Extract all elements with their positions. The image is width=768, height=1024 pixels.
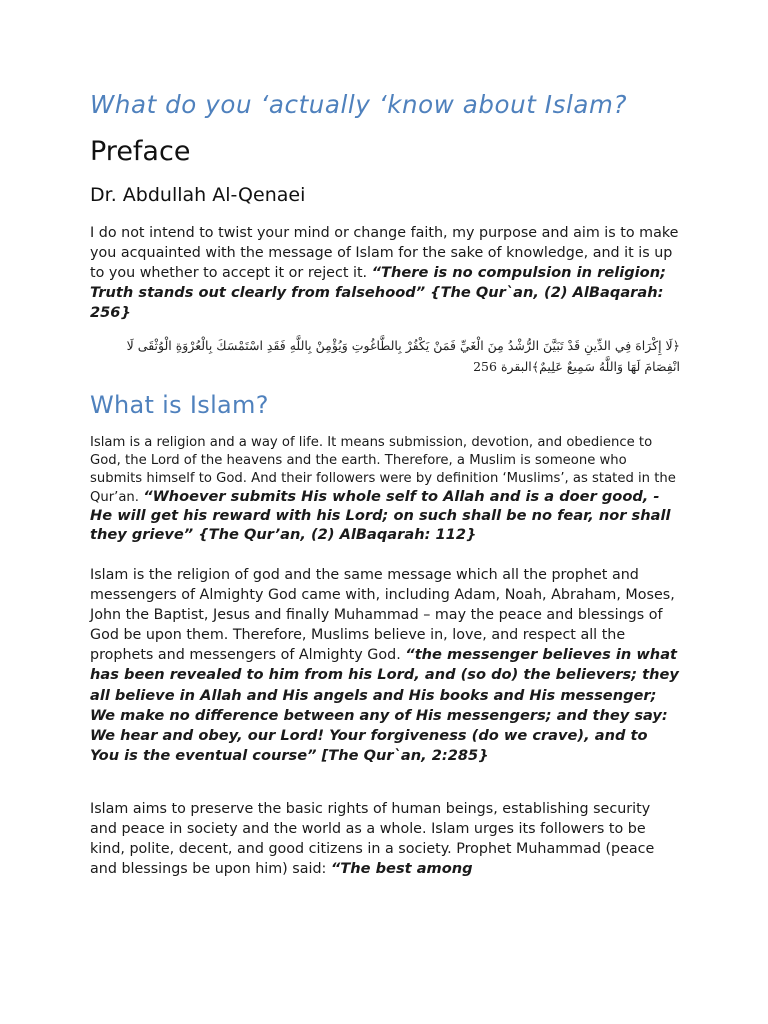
preface-heading: Preface <box>90 136 191 167</box>
intro-quote: “There is no compulsion in religion; Truth stands out clearly from falsehood” {The Qur`an, (2) AlBaqarah: 256} <box>90 264 666 322</box>
arabic-verse: ﴿لَا إِكْرَاهَ فِي الدِّينِ قَدْ تَبَيَّنَ الرُّشْدُ مِنَ الْغَيِّ فَمَنْ يَكْفُرْ بِالطَّاغُوتِ وَيُؤْمِنْ بِاللَّهِ فَقَدِ اسْتَمْسَكَ بِالْعُرْوَةِ الْوُثْقَى لَا انْفِصَامَ لَهَا وَاللَّهُ سَمِيعٌ عَلِيمٌ﴾البقرة 256 <box>126 338 680 374</box>
paragraph-rights-text: Islam aims to preserve the basic rights of human beings, establishing security and peace in society and the world as a whole. Islam urges its followers to be kind, polite, decent, and good citizens in a society. Prophet Muhammad (peace and blessings be upon him) said: <box>90 801 655 878</box>
paragraph-prophets <box>90 565 680 766</box>
paragraph-rights <box>90 799 680 879</box>
paragraph-definition-quote: “Whoever submits His whole self to Allah and is a doer good, - He will get his reward with his Lord; on such shall be no fear, nor shall they grieve” {The Qur’an, (2) AlBaqarah: 112} <box>90 488 671 543</box>
document-title: What do you ‘actually ‘know about Islam? <box>90 90 628 119</box>
section-heading-what-is-islam: What is Islam? <box>90 391 269 419</box>
paragraph-prophets-text: Islam is the religion of god and the same message which all the prophet and messengers of Almighty God came with, including Adam, Noah, Abraham, Moses, John the Baptist, Jesus and finally Muhammad – may the peace and blessings of God be upon them. Therefore, Muslims believe in, love, and respect all the prophets and messengers of Almighty God. <box>90 567 675 664</box>
author-name: Dr. Abdullah Al-Qenaei <box>90 184 306 206</box>
paragraph-prophets-quote: “the messenger believes in what has been revealed to him from his Lord, and (so do) the believers; they all believe in Allah and His angels and His books and His messenger; We make no difference between any of His messengers; and they say: We hear and obey, our Lord! Your forgiveness (do we crave), and to You is the eventual course” [The Qur`an, 2:285} <box>90 646 679 764</box>
paragraph-definition <box>90 434 680 545</box>
intro-text: I do not intend to twist your mind or change faith, my purpose and aim is to make you acquainted with the message of Islam for the sake of knowledge, and it is up to you whether to accept it or reject it. <box>90 225 679 282</box>
paragraph-definition-text: Islam is a religion and a way of life. It means submission, devotion, and obedience to God, the Lord of the heavens and the earth. Therefore, a Muslim is someone who submits himself to God. And their followers were by definition ‘Muslims’, as stated in the Qur’an. <box>90 435 676 505</box>
intro-paragraph <box>90 223 680 323</box>
paragraph-rights-quote: “The best among <box>330 860 473 878</box>
